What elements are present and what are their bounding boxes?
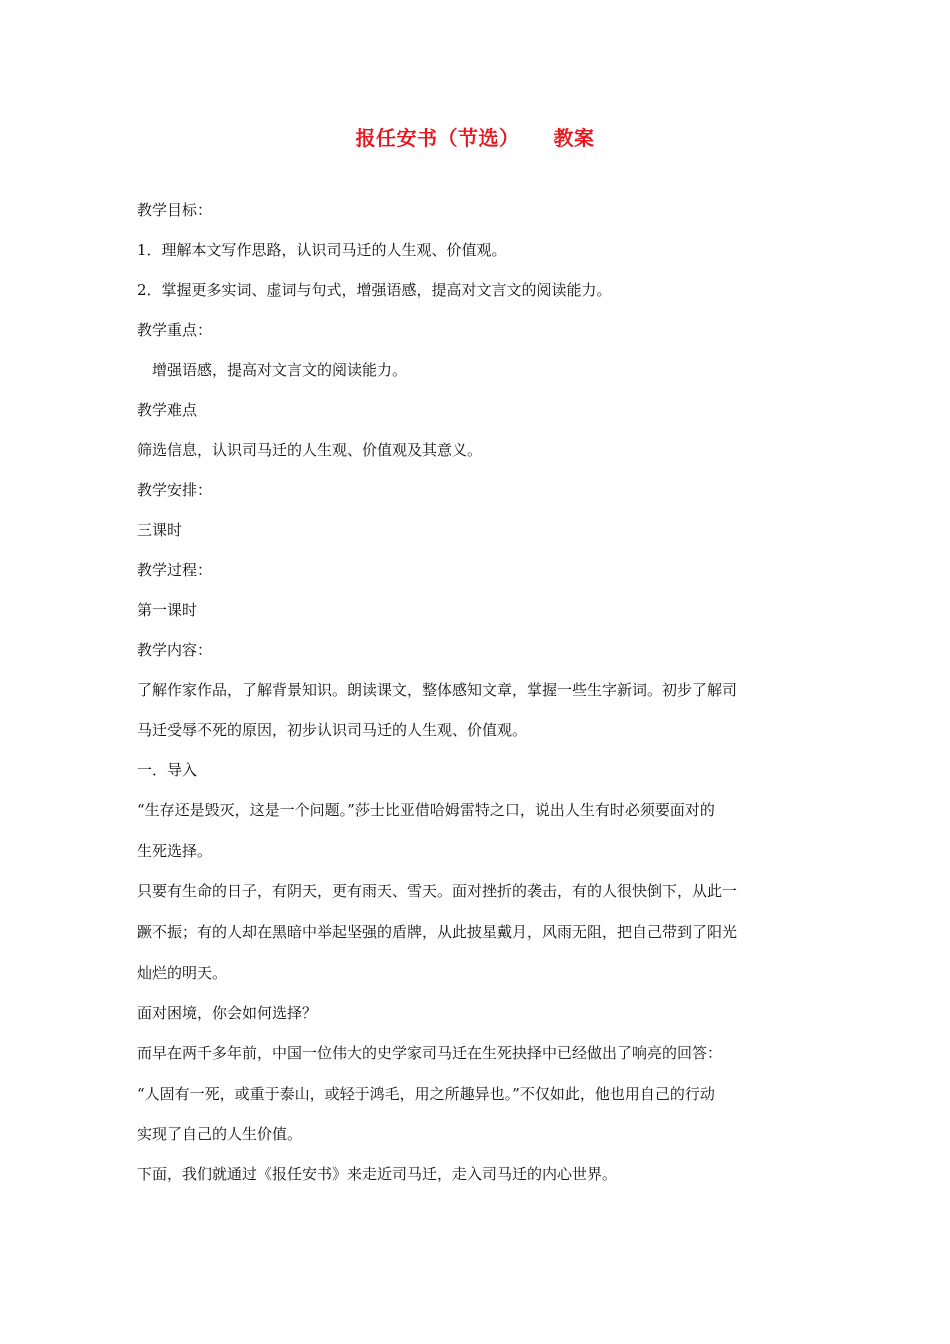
heading-difficulties: 教学难点: [137, 401, 198, 419]
heading-arrangement: 教学安排：: [137, 481, 213, 499]
intro-para-4-line-2: “人固有一死，或重于泰山，或轻于鸿毛，用之所趣异也。”不仅如此，他也用自己的行动: [137, 1085, 715, 1103]
title-sub: 教案: [553, 126, 595, 150]
intro-para-1-line-2: 生死选择。: [137, 842, 213, 860]
page-title: [0, 122, 950, 151]
goal-item-1: 1．理解本文写作思路，认识司马迁的人生观、价值观。: [137, 241, 507, 259]
document-body: [137, 200, 817, 1184]
intro-para-1-line-1: “生存还是毁灭，这是一个问题。”莎士比亚借哈姆雷特之口，说出人生有时必须要面对的: [137, 801, 715, 819]
title-main: 报任安书（节选）: [355, 126, 520, 150]
intro-para-4-line-3: 实现了自己的人生价值。: [137, 1125, 303, 1143]
heading-key-points: 教学重点：: [137, 321, 213, 339]
intro-para-3: 面对困境，你会如何选择？: [137, 1004, 318, 1022]
heading-teaching-goals: 教学目标：: [137, 201, 213, 219]
heading-content: 教学内容：: [137, 641, 213, 659]
arrangement-text: 三课时: [137, 521, 183, 539]
lesson-one-label: 第一课时: [137, 601, 198, 619]
intro-para-5: 下面，我们就通过《报任安书》来走近司马迁，走入司马迁的内心世界。: [137, 1165, 618, 1183]
content-text-line-2: 马迁受辱不死的原因，初步认识司马迁的人生观、价值观。: [137, 721, 528, 739]
section-intro-heading: 一．导入: [137, 761, 198, 779]
content-text-line-1: 了解作家作品，了解背景知识。朗读课文，整体感知文章，掌握一些生字新词。初步了解司: [137, 681, 738, 699]
intro-para-2-line-3: 灿烂的明天。: [137, 964, 228, 982]
intro-para-2-line-2: 蹶不振；有的人却在黑暗中举起坚强的盾牌，从此披星戴月，风雨无阻，把自己带到了阳光: [137, 923, 738, 941]
intro-para-2-line-1: 只要有生命的日子，有阴天，更有雨天、雪天。面对挫折的袭击，有的人很快倒下，从此一: [137, 882, 738, 900]
difficulties-text: 筛选信息，认识司马迁的人生观、价值观及其意义。: [137, 441, 483, 459]
intro-para-4-line-1: 而早在两千多年前，中国一位伟大的史学家司马迁在生死抉择中已经做出了响亮的回答：: [137, 1044, 723, 1062]
heading-process: 教学过程：: [137, 561, 213, 579]
key-points-text: 增强语感，提高对文言文的阅读能力。: [137, 361, 408, 379]
goal-item-2: 2．掌握更多实词、虚词与句式，增强语感，提高对文言文的阅读能力。: [137, 281, 612, 299]
